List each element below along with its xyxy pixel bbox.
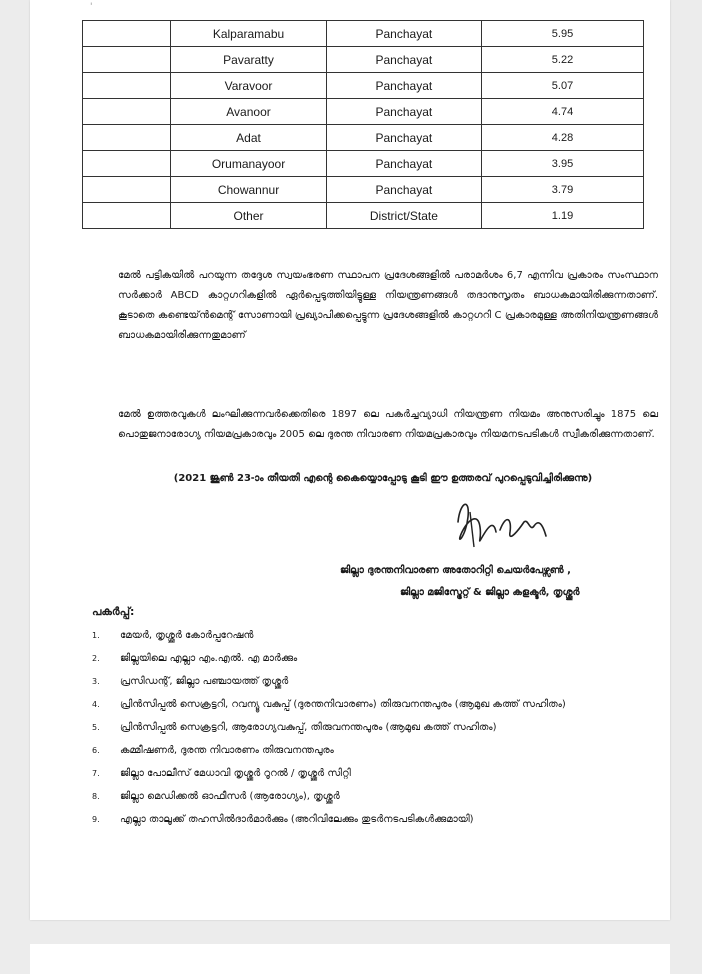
zone-value-cell: 1.19 xyxy=(482,203,644,229)
list-item xyxy=(92,651,652,667)
blank-cell xyxy=(83,177,171,203)
zone-type-cell: District/State xyxy=(326,203,481,229)
zone-type-cell: Panchayat xyxy=(326,99,481,125)
list-item-number: 4. xyxy=(92,700,100,709)
list-item xyxy=(92,766,652,782)
signature-image xyxy=(450,492,560,552)
copy-list xyxy=(92,628,652,835)
zone-type-cell: Panchayat xyxy=(326,151,481,177)
table-row xyxy=(83,47,644,73)
zone-type-cell: Panchayat xyxy=(326,177,481,203)
list-item-number: 2. xyxy=(92,654,100,663)
list-item-number: 9. xyxy=(92,815,100,824)
list-item xyxy=(92,812,652,828)
zone-name-cell: Avanoor xyxy=(171,99,326,125)
zone-type-cell: Panchayat xyxy=(326,47,481,73)
zone-value-cell: 3.95 xyxy=(482,151,644,177)
list-item-number: 5. xyxy=(92,723,100,732)
list-item-text: പ്രസിഡന്റ്, ജില്ലാ പഞ്ചായത്ത് തൃശ്ശൂർ xyxy=(120,676,289,687)
zone-value-cell: 5.22 xyxy=(482,47,644,73)
list-item-text: ജില്ലയിലെ എല്ലാ എം.എൽ. എ മാർക്കും xyxy=(120,653,298,664)
next-page-edge xyxy=(30,944,670,974)
signer-office: ജില്ലാ മജിസ്ട്രേറ്റ് & ജില്ലാ കളക്ടർ, തൃശ്ശൂർ xyxy=(400,587,580,598)
zone-value-cell: 5.07 xyxy=(482,73,644,99)
list-item-number: 8. xyxy=(92,792,100,801)
zone-name-cell: Adat xyxy=(171,125,326,151)
table-row xyxy=(83,151,644,177)
list-item-text: മേയർ, തൃശ്ശൂർ കോർപ്പറേഷൻ xyxy=(120,630,254,641)
list-item-number: 7. xyxy=(92,769,100,778)
list-item-text: ജില്ലാ മെഡിക്കൽ ഓഫീസർ (ആരോഗ്യം), തൃശ്ശൂർ xyxy=(120,791,340,802)
list-item-text: പ്രിൻസിപ്പൽ സെക്രട്ടറി, ആരോഗ്യവകുപ്പ്, തിരുവനന്തപുരം (ആമുഖ കത്ത് സഹിതം) xyxy=(120,722,497,733)
zone-name-cell: Chowannur xyxy=(171,177,326,203)
signer-block xyxy=(340,560,660,604)
header-fragment: ' xyxy=(90,2,93,12)
zone-value-cell: 3.79 xyxy=(482,177,644,203)
list-item xyxy=(92,628,652,644)
table-row xyxy=(83,203,644,229)
table-row xyxy=(83,125,644,151)
zone-type-cell: Panchayat xyxy=(326,125,481,151)
signer-title: ജില്ലാ ദുരന്തനിവാരണ അതോറിറ്റി ചെയർപേഴ്സൺ , xyxy=(340,565,571,576)
zone-type-cell: Panchayat xyxy=(326,21,481,47)
blank-cell xyxy=(83,47,171,73)
list-item-text: ജില്ലാ പോലീസ് മേധാവി തൃശ്ശൂർ റൂറൽ / തൃശ്ശൂർ സിറ്റി xyxy=(120,768,351,779)
blank-cell xyxy=(83,203,171,229)
list-item xyxy=(92,789,652,805)
table-row xyxy=(83,21,644,47)
paragraph-restrictions: മേൽ പട്ടികയിൽ പറയുന്ന തദ്ദേശ സ്വയംഭരണ സ്ഥാപന പ്രദേശങ്ങളിൽ പരാമർശം 6,7 എന്നിവ പ്രകാരം സംസ്ഥാന സർക്കാർ ABCD കാറ്റഗറികളിൽ ഏർപ്പെടുത്തിയിട്ടുള്ള നിയന്ത്രണങ്ങൾ തദാനുസൃതം ബാധകമായിരിക്കുന്നതാണ്. കൂടാതെ കണ്ടെയ്ൻമെന്റ് സോണായി പ്രഖ്യാപിക്കപ്പെട്ടുന്ന പ്രദേശങ്ങളിൽ കാറ്റഗറി C പ്രകാരമുള്ള അതിനിയന്ത്രണങ്ങൾ ബാധകമായിരിക്കുന്നതുമാണ് xyxy=(118,270,658,341)
zone-table xyxy=(82,20,644,229)
list-item xyxy=(92,743,652,759)
zone-value-cell: 4.28 xyxy=(482,125,644,151)
zone-name-cell: Other xyxy=(171,203,326,229)
zone-name-cell: Orumanayoor xyxy=(171,151,326,177)
zone-name-cell: Kalparamabu xyxy=(171,21,326,47)
list-item-number: 3. xyxy=(92,677,100,686)
list-item-number: 1. xyxy=(92,631,100,640)
zone-name-cell: Varavoor xyxy=(171,73,326,99)
table-row xyxy=(83,73,644,99)
blank-cell xyxy=(83,73,171,99)
zone-value-cell: 5.95 xyxy=(482,21,644,47)
table-row xyxy=(83,99,644,125)
paragraph-legal-action: മേൽ ഉത്തരവുകൾ ലംഘിക്കുന്നവർക്കെതിരെ 1897 ലെ പകർച്ചവ്യാധി നിയന്ത്രണ നിയമം അനുസരിച്ചും 1875 ലെ പൊതുജനാരോഗ്യ നിയമപ്രകാരവും 2005 ലെ ദുരന്ത നിവാരണ നിയമപ്രകാരവും നിയമനടപടികൾ സ്വീകരിക്കുന്നതാണ്. xyxy=(118,409,658,440)
blank-cell xyxy=(83,99,171,125)
copy-to-label: പകർപ്പ്: xyxy=(92,605,135,618)
zone-value-cell: 4.74 xyxy=(482,99,644,125)
zone-type-cell: Panchayat xyxy=(326,73,481,99)
list-item xyxy=(92,720,652,736)
list-item xyxy=(92,697,652,713)
list-item-text: കമ്മീഷണർ, ദുരന്ത നിവാരണം തിരുവനന്തപുരം xyxy=(120,745,334,756)
document-page xyxy=(30,0,670,920)
list-item-text: എല്ലാ താലൂക്ക് തഹസിൽദാർമാർക്കും (അറിവിലേക്കും തുടർനടപടികൾക്കുമായി) xyxy=(120,814,474,825)
list-item xyxy=(92,674,652,690)
blank-cell xyxy=(83,125,171,151)
blank-cell xyxy=(83,21,171,47)
table-row xyxy=(83,177,644,203)
blank-cell xyxy=(83,151,171,177)
issue-date-line: (2021 ജൂൺ 23-ാം തീയതി എന്റെ കൈയ്യൊപ്പോടു കൂടി ഈ ഉത്തരവ് പുറപ്പെടുവിച്ചിരിക്കുന്നു) xyxy=(173,473,593,484)
list-item-number: 6. xyxy=(92,746,100,755)
list-item-text: പ്രിൻസിപ്പൽ സെക്രട്ടറി, റവന്യൂ വകുപ്പ് (ദുരന്തനിവാരണം) തിരുവനന്തപുരം (ആമുഖ കത്ത് സഹിതം) xyxy=(120,699,566,710)
zone-name-cell: Pavaratty xyxy=(171,47,326,73)
